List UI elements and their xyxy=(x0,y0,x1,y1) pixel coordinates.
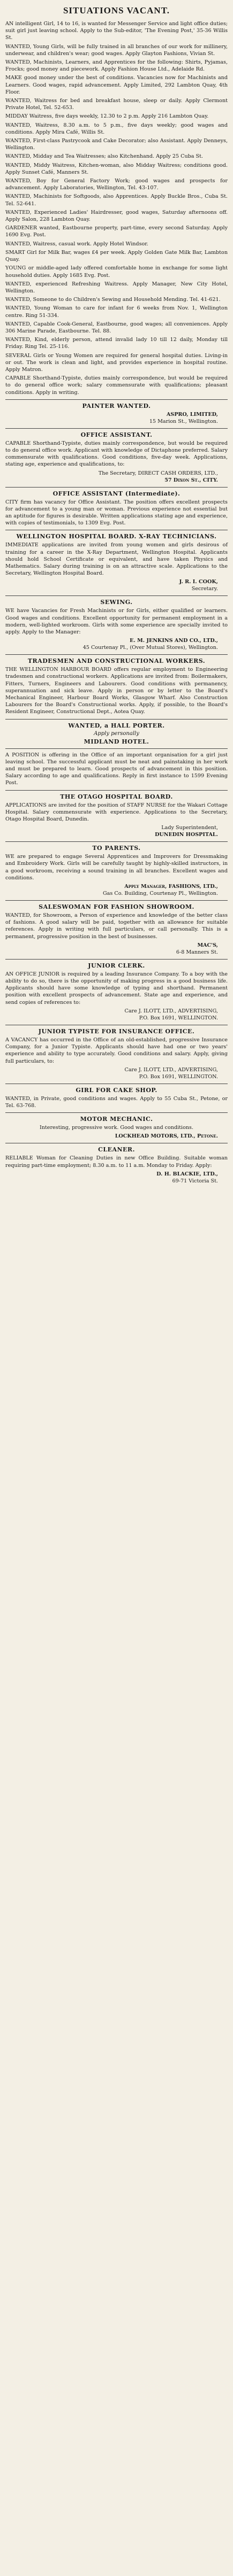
classified-ad-text: WANTED, Experienced Ladies' Hairdresser, good wages, Saturday afternoons off. Apply Salon, 228 Lambton Quay. xyxy=(5,209,228,223)
classified-ad-text: WANTED, Boy for General Factory Work; good wages and prospects for advancement. Apply Laboratories, Wellington, Tel. 43-107. xyxy=(5,178,228,191)
hall-porter-firm: MIDLAND HOTEL. xyxy=(84,738,149,745)
office-assistant-body: CAPABLE Shorthand-Typiste, duties mainly correspondence, but would be required to do general office work. Applicant with knowledge of Dictaphone preferred. Salary commensurate with qualifications. Good conditions, five-day week. Applications, stating age, experience and qualifications, to: xyxy=(5,440,228,468)
cleaner-firm: D. H. BLACKIE, LTD., xyxy=(156,1171,218,1177)
divider xyxy=(5,399,228,400)
classified-ad xyxy=(5,162,228,176)
saleswoman-body: WANTED, for Showroom, a Person of experience and knowledge of the better class of fashions. A good salary will be paid, together with an allowance for suitable references. Apply in writing with full particulars, or call personally. This is a permanent, progressive position in the best of businesses. xyxy=(5,912,228,940)
saleswoman-ad xyxy=(5,912,228,940)
parents-firm: Apply Manager, FASHIONS, LTD., xyxy=(124,884,218,890)
junior-clerk-body: AN OFFICE JUNIOR is required by a leading Insurance Company. To a boy with the ability to do so, there is the opportunity of making progress in a good business life. Applicants should have some knowledge of typing and shorthand. Permanent position with excellent prospects of advancement. State age and experience, and send copies of references to: xyxy=(5,971,228,1005)
parents-title: TO PARENTS. xyxy=(92,845,141,852)
office-assistant-signature xyxy=(5,470,218,484)
otago-ad xyxy=(5,802,228,823)
classified-ad xyxy=(5,74,228,96)
insurance-title: JUNIOR TYPISTE FOR INSURANCE OFFICE. xyxy=(38,1027,195,1035)
cleaner-ad xyxy=(5,1155,228,1169)
painter-signature xyxy=(5,411,218,425)
classified-ad-text: SEVERAL Girls or Young Women are required for general hospital duties. Living-in or out. The work is clean and light, and provides experience in hospital routine. Apply Matron. xyxy=(5,352,228,373)
classified-ad xyxy=(5,20,228,42)
classified-ad xyxy=(5,153,228,160)
sewing-firm: E. M. JENKINS AND CO., LTD., xyxy=(130,638,218,644)
classified-ad xyxy=(5,97,228,111)
hospital-ad xyxy=(5,541,228,577)
hall-porter-title: WANTED, a HALL PORTER. xyxy=(68,722,165,729)
position-offered-ad xyxy=(5,752,228,787)
cake-shop-body: WANTED, in Private, good conditions and wages. Apply to 55 Cuba St., Petone, or Tel. 63-768. xyxy=(5,1095,228,1109)
classified-ad-text: WANTED, Kind, elderly person, attend invalid lady 10 till 12 daily, Monday till Friday. Ring Tel. 25-116. xyxy=(5,337,228,350)
office-assistant-title: OFFICE ASSISTANT. xyxy=(80,431,153,438)
parents-address: Gas Co. Building, Courtenay Pl., Wellington. xyxy=(103,891,218,897)
classified-ad xyxy=(5,352,228,374)
sewing-signature xyxy=(5,637,218,651)
tradesmen-title: TRADESMEN AND CONSTRUCTIONAL WORKERS. xyxy=(27,657,206,665)
hospital-signature xyxy=(5,578,218,592)
classified-ad xyxy=(5,375,228,396)
classified-ad-text: YOUNG or middle-aged lady offered comfortable home in exchange for some light household duties. Apply 1685 Evg. Post. xyxy=(5,265,228,279)
classified-ad-text: WANTED, First-class Pastrycook and Cake Decorator; also Assistant. Apply Denneys, Wellington. xyxy=(5,138,228,151)
classified-ad xyxy=(5,281,228,295)
saleswoman-signature xyxy=(5,942,218,956)
saleswoman-address: 6-8 Manners St. xyxy=(176,949,218,955)
office-intermediate-body: CITY firm has vacancy for Office Assistant. The position offers excellent prospects for advancement to a young man or woman. Previous experience not essential but an aptitude for figures is desirable. Written applications stating age and experience, with copies of testimonials, to 1309 Evg. Post. xyxy=(5,499,228,527)
parents-signature xyxy=(5,883,218,897)
otago-signature xyxy=(5,824,218,838)
mechanic-title: MOTOR MECHANIC. xyxy=(80,1116,153,1123)
insurance-body: A VACANCY has occurred in the Office of an old-established, progressive Insurance Company, for a Junior Typiste. Applicants should have had one or two years' experience and ability to type accurately. Good conditions and salary. Apply, giving full particulars, to: xyxy=(5,1036,228,1064)
classified-ad-text: AN intelligent Girl, 14 to 16, is wanted for Messenger Service and light office duties; suit girl just leaving school. Apply to the Sub-editor, 'The Evening Post,' 35-36 Willis St. xyxy=(5,21,228,41)
sewing-body: WE have Vacancies for Fresh Machinists or for Girls, either qualified or learners. Good wages and conditions. Excellent opportunity for permanent employment in a modern, well-lighted workroom. Girls with some experience are specially invited to apply. Apply to the Manager: xyxy=(5,608,228,635)
divider xyxy=(5,900,228,901)
saleswoman-title: SALESWOMAN FOR FASHION SHOWROOM. xyxy=(39,903,194,911)
otago-title: THE OTAGO HOSPITAL BOARD. xyxy=(60,793,173,800)
classified-ad-text: WANTED, Capable Cook-General, Eastbourne, good wages; all conveniences. Apply 306 Marine Parade, Eastbourne. Tel. 88. xyxy=(5,321,228,334)
classified-ad xyxy=(5,137,228,151)
classified-ad-text: WANTED, experienced Refreshing Waitress. Apply Manager, New City Hotel, Wellington. xyxy=(5,281,228,294)
painter-address: 15 Marion St., Wellington. xyxy=(149,418,218,424)
junior-clerk-title: JUNIOR CLERK. xyxy=(88,962,145,969)
classified-ad-text: CAPABLE Shorthand-Typiste, duties mainly correspondence, but would be required to do general office work; salary commensurate with qualifications; pleasant conditions. Apply in writing. xyxy=(5,375,228,396)
classified-ad-text: GARDENER wanted, Eastbourne property, part-time, every second Saturday. Apply 1690 Evg. Post. xyxy=(5,225,228,238)
short-ads-list xyxy=(5,20,228,396)
classified-ad xyxy=(5,113,228,120)
classified-ad xyxy=(5,43,228,57)
junior-clerk-signature xyxy=(5,1008,218,1022)
office-intermediate-ad xyxy=(5,499,228,527)
classified-ad xyxy=(5,225,228,238)
classified-ad-text: WANTED, Someone to do Children's Sewing and Household Mending. Tel. 41-621. xyxy=(5,297,221,303)
otago-address: DUNEDIN HOSPITAL. xyxy=(155,832,218,838)
divider xyxy=(5,959,228,960)
office-assistant-address: 57 Dixon St., CITY. xyxy=(164,477,218,483)
divider xyxy=(5,654,228,655)
classified-ad-text: SMART Girl for Milk Bar, wages £4 per week. Apply Golden Gate Milk Bar, Lambton Quay. xyxy=(5,249,228,263)
divider xyxy=(5,748,228,749)
insurance-ad xyxy=(5,1036,228,1065)
cleaner-address: 69-71 Victoria St. xyxy=(172,1178,218,1184)
cake-shop-ad xyxy=(5,1095,228,1109)
cake-shop-title: GIRL FOR CAKE SHOP. xyxy=(76,1086,157,1094)
classified-ad xyxy=(5,122,228,136)
parents-ad xyxy=(5,853,228,881)
mechanic-body: Interesting, progressive work. Good wages and conditions. xyxy=(39,1125,194,1131)
otago-firm: Lady Superintendent, xyxy=(161,825,218,831)
office-intermediate-title: OFFICE ASSISTANT (Intermediate). xyxy=(52,490,181,497)
insurance-address: P.O. Box 1691, WELLINGTON. xyxy=(139,1073,218,1080)
cleaner-body: RELIABLE Woman for Cleaning Duties in new Office Building. Suitable woman requiring part-time employment; 8.30 a.m. to 11 a.m. Monday to Friday. Apply: xyxy=(5,1155,228,1169)
classified-ad-text: WANTED, Waitress, casual work. Apply Hotel Windsor. xyxy=(5,241,148,247)
divider xyxy=(5,841,228,842)
hospital-title: WELLINGTON HOSPITAL BOARD. X-RAY TECHNICIANS. xyxy=(16,533,217,540)
classified-ad-text: WANTED, Midday and Tea Waitresses; also Kitchenhand. Apply 25 Cuba St. xyxy=(5,153,204,160)
junior-clerk-firm: Care J. ILOTT, LTD., ADVERTISING, xyxy=(124,1008,218,1014)
junior-clerk-ad xyxy=(5,971,228,1006)
painter-firm: ASPRO, LIMITED, xyxy=(166,411,218,417)
classified-ad-text: WANTED, Young Woman to care for infant for 6 weeks from Nov. 1, Wellington centre. Ring 51-334. xyxy=(5,305,228,319)
classified-ad xyxy=(5,209,228,223)
hall-porter-sub: Apply personally xyxy=(94,730,139,737)
classified-ad-text: WANTED, Machinists, Learners, and Apprentices for the following: Shirts, Pyjamas, Frocks; good money and piecework. Apply Fashion House Ltd., Adelaide Rd. xyxy=(5,59,228,73)
classified-ad-text: WANTED, Middy Waitress, Kitchen-woman, also Midday Waitress; conditions good. Apply Sunset Café, Manners St. xyxy=(5,162,228,175)
mechanic-signature xyxy=(5,1133,218,1140)
cleaner-signature xyxy=(5,1171,218,1185)
painter-title: PAINTER WANTED. xyxy=(82,402,151,409)
sewing-ad xyxy=(5,607,228,636)
classified-ad-text: WANTED, Waitress for bed and breakfast house, sleep or daily. Apply Clermont Private Hotel, Tel. 52-653. xyxy=(5,98,228,111)
classified-ad xyxy=(5,305,228,319)
classified-ad xyxy=(5,265,228,279)
divider xyxy=(5,595,228,596)
divider xyxy=(5,790,228,791)
saleswoman-firm: MAC'S, xyxy=(197,942,218,948)
classified-ad xyxy=(5,249,228,263)
classified-ad xyxy=(5,193,228,207)
hospital-firm: J. R. I. COOK, xyxy=(179,579,218,585)
classified-ad xyxy=(5,321,228,335)
tradesmen-body: THE WELLINGTON HARBOUR BOARD offers regular employment to Engineering tradesmen and constructional workers. Applications are invited from: Boilermakers, Fitters, Turners, Engineers and Labourers. Good conditions with permanency, superannuation and sick leave. Apply in person or by letter to the Board's Mechanical Engineer, Harbour Board Works, Glasgow Wharf. Also Construction Labourers for the Board's Constructional works. Apply, if possible, to the Board's Resident Engineer, Constructional Dept., Aotea Quay. xyxy=(5,667,228,715)
classified-ad xyxy=(5,336,228,350)
classified-ad xyxy=(5,177,228,191)
otago-body: APPLICATIONS are invited for the position of STAFF NURSE for the Wakari Cottage Hospital. Salary commensurate with experience. Applications to the Secretary, Otago Hospital Board, Dunedin. xyxy=(5,802,228,823)
divider xyxy=(5,487,228,488)
position-offered-body: A POSITION is offering in the Office of an important organisation for a girl just leaving school. The successful applicant must be neat and painstaking in her work and must be prepared to learn. Good prospects of advancement in this position. Salary according to age and qualifications. Reply in first instance to 1599 Evening Post. xyxy=(5,752,228,786)
insurance-firm: Care J. ILOTT, LTD., ADVERTISING, xyxy=(124,1066,218,1073)
office-assistant-ad xyxy=(5,440,228,468)
classified-ad xyxy=(5,59,228,73)
divider xyxy=(5,428,228,429)
classified-ad-text: WANTED, Young Girls, will be fully trained in all branches of our work for millinery, underwear, and children's wear; good wages. Apply Glayton Fashions, Vivian St. xyxy=(5,43,228,57)
sewing-title: SEWING. xyxy=(100,599,133,606)
classified-ad-text: WANTED, Waitress, 8.30 a.m. to 5 p.m., five days weekly; good wages and conditions. Apply Mira Café, Willis St. xyxy=(5,122,228,135)
mechanic-ad xyxy=(5,1124,228,1131)
sewing-address: 45 Courtenay Pl., (Over Mutual Stores), Wellington. xyxy=(82,645,218,651)
insurance-signature xyxy=(5,1066,218,1080)
parents-body: WE are prepared to engage Several Apprentices and Improvers for Dressmaking and Embroidery Work. Girls will be carefully taught by highly-skilled instructors, in a good workroom, receiving a sound training in all branches. Excellent wages and conditions. xyxy=(5,854,228,881)
divider xyxy=(5,1112,228,1113)
classified-ad xyxy=(5,241,228,247)
cleaner-title: CLEANER. xyxy=(98,1146,135,1154)
classified-ad-text: MAKE good money under the best of conditions. Vacancies now for Machinists and Learners. Good wages, rapid advancement. Apply Limited, 292 Lambton Quay, 4th Floor. xyxy=(5,75,228,95)
classified-ad-text: MIDDAY Waitress, five days weekly, 12.30 to 2 p.m. Apply 216 Lambton Quay. xyxy=(5,113,209,120)
section-title: SITUATIONS VACANT. xyxy=(63,5,170,16)
hospital-role: Secretary. xyxy=(191,586,218,592)
office-assistant-firm: The Secretary, DIRECT CASH ORDERS, LTD., xyxy=(98,470,218,476)
divider xyxy=(5,719,228,720)
classified-ad xyxy=(5,296,228,303)
classified-ad-text: WANTED, Machinists for Softgoods, also Apprentices. Apply Buckle Bros., Cuba St. Tel. 52-641. xyxy=(5,194,228,207)
hospital-body: IMMEDIATE applications are invited from young women and girls desirous of training for a career in the X-Ray Department, Wellington Hospital. Applicants should hold School Certificate or equivalent, and have taken Physics and Mathematics. Salary during training is on an attractive scale. Applications to the Secretary, Wellington Hospital Board. xyxy=(5,542,228,577)
junior-clerk-address: P.O. Box 1691, WELLINGTON. xyxy=(139,1015,218,1021)
mechanic-firm: LOCKHEAD MOTORS, LTD., Petone. xyxy=(115,1133,218,1140)
tradesmen-ad xyxy=(5,666,228,715)
